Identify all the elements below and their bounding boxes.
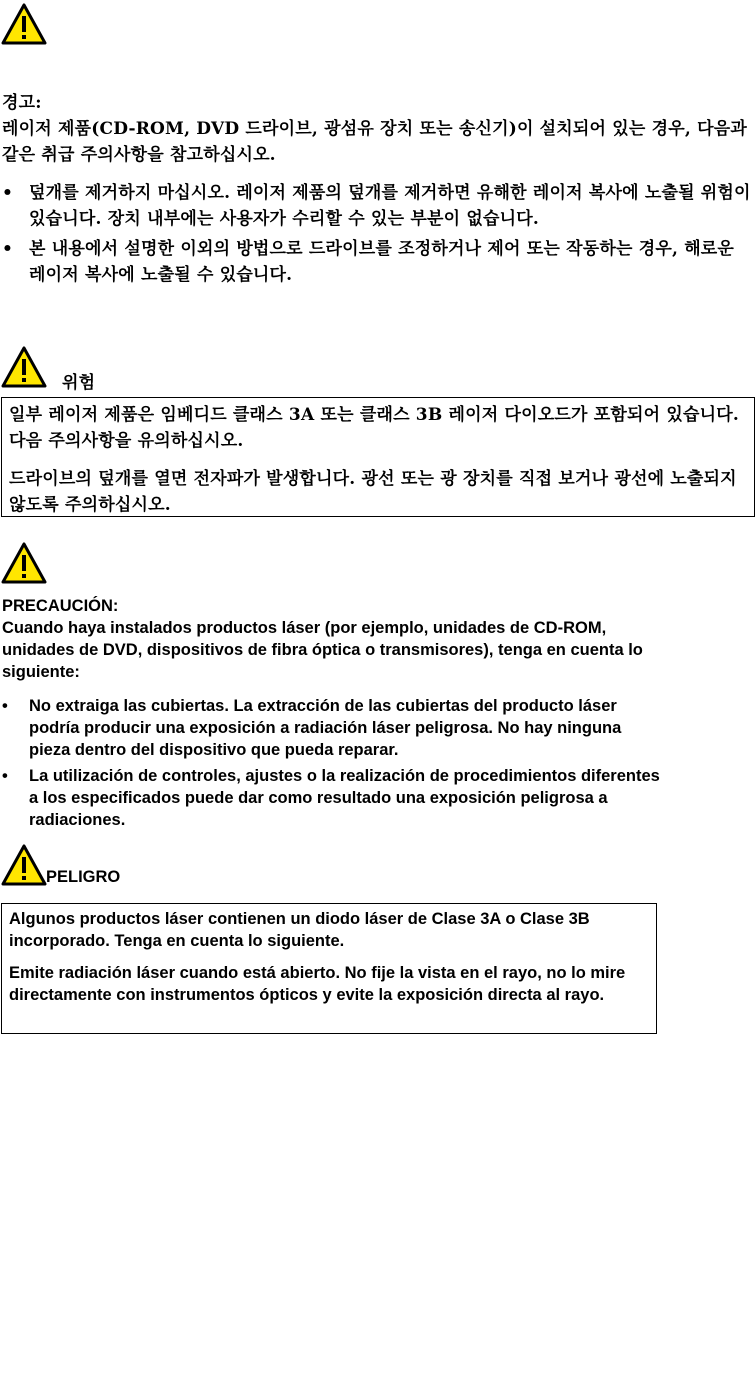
warning-triangle-icon [1,542,47,584]
bullet-marker: • [2,767,8,785]
bullet-text: 본 내용에서 설명한 이외의 방법으로 드라이브를 조정하거나 제어 또는 작동하는 경우, 해로운 레이저 복사에 노출될 수 있습니다. [29,239,735,285]
list-item [2,236,754,288]
spanish-caution-intro: Cuando haya instalados productos láser (por ejemplo, unidades de CD-ROM, unidades de DVD, dispositivos de fibra óptica o transmisores), tenga en cuenta lo siguiente: [2,619,643,681]
spanish-danger-paragraph: Algunos productos láser contienen un diodo láser de Clase 3A o Clase 3B incorporado. Tenga en cuenta lo siguiente. [9,910,590,950]
spanish-danger-box [1,903,657,1034]
korean-danger-paragraph: 드라이브의 덮개를 열면 전자파가 발생합니다. 광선 또는 광 장치를 직접 보거나 광선에 노출되지 않도록 주의하십시오. [9,469,737,515]
spanish-caution-section [2,595,662,831]
warning-triangle-icon [1,3,47,45]
bullet-marker: • [2,239,14,259]
bullet-text: No extraiga las cubiertas. La extracción de las cubiertas del producto láser podría producir una exposición a radiación láser peligrosa. No hay ninguna pieza dentro del dispositivo que pueda reparar. [29,697,622,759]
bullet-marker: • [2,697,8,715]
bullet-text: La utilización de controles, ajustes o la realización de procedimientos diferentes a los especificados puede dar como resultado una exposición peligrosa a radiaciones. [29,767,660,829]
korean-danger-box [1,397,755,517]
spanish-danger-title: PELIGRO [46,868,121,886]
korean-caution-section [2,90,754,288]
list-item [2,695,662,761]
spanish-caution-title: PRECAUCIÓN: [2,597,119,615]
bullet-marker: • [2,183,14,203]
bullet-text: 덮개를 제거하지 마십시오. 레이저 제품의 덮개를 제거하면 유해한 레이저 복사에 노출될 위험이 있습니다. 장치 내부에는 사용자가 수리할 수 있는 부분이 없습니다. [29,183,751,229]
warning-triangle-icon [1,346,47,388]
list-item [2,765,662,831]
warning-triangle-icon [1,844,47,886]
spanish-caution-bullets [2,695,662,831]
list-item [2,180,754,232]
spanish-danger-paragraph: Emite radiación láser cuando está abierto. No fije la vista en el rayo, no lo mire directamente con instrumentos ópticos y evite la exposición directa al rayo. [9,964,626,1004]
korean-danger-title: 위험 [62,373,96,393]
korean-caution-intro: 레이저 제품(CD-ROM, DVD 드라이브, 광섬유 장치 또는 송신기)이 설치되어 있는 경우, 다음과 같은 취급 주의사항을 참고하십시오. [2,119,747,165]
korean-danger-paragraph: 일부 레이저 제품은 임베디드 클래스 3A 또는 클래스 3B 레이저 다이오드가 포함되어 있습니다. 다음 주의사항을 유의하십시오. [9,405,739,451]
korean-caution-bullets [2,180,754,288]
korean-caution-title: 경고: [2,93,42,113]
